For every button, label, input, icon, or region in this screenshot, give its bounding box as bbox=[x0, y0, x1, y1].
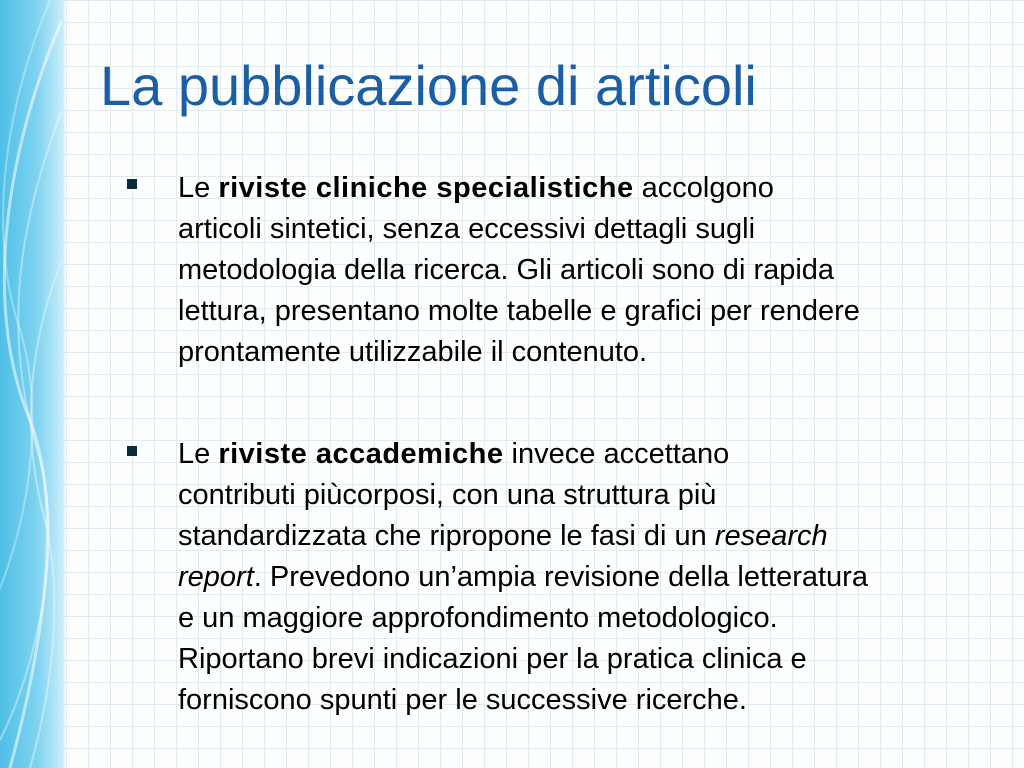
text-line: Riportano brevi indicazioni per la pratica clinica e bbox=[178, 643, 807, 675]
text-line: e un maggiore approfondimento metodologico. bbox=[178, 602, 778, 634]
text-span: invece accettano bbox=[503, 438, 730, 470]
text-span: Le bbox=[178, 438, 219, 470]
text-span: Le bbox=[178, 172, 219, 204]
text-line: contributi piùcorposi, con una struttura più bbox=[178, 479, 717, 511]
text-line: prontamente utilizzabile il contenuto. bbox=[178, 336, 648, 368]
decorative-side-band bbox=[0, 0, 62, 768]
slide-title: La pubblicazione di articoli bbox=[100, 54, 757, 117]
bullet-marker bbox=[127, 446, 137, 456]
text-line: articoli sintetici, senza eccessivi dettagli sugli bbox=[178, 213, 756, 245]
text-span: standardizzata che ripropone le fasi di un bbox=[178, 520, 715, 552]
bold-term: riviste accademiche bbox=[218, 438, 504, 470]
text-span: . Prevedono un’ampia revisione della letteratura bbox=[253, 561, 868, 593]
bullet-marker bbox=[127, 179, 137, 189]
bullet-paragraph-riviste-cliniche bbox=[178, 168, 1008, 373]
bold-term: riviste cliniche specialistiche bbox=[218, 172, 634, 204]
text-line: lettura, presentano molte tabelle e grafici per rendere bbox=[178, 295, 860, 327]
text-span: accolgono bbox=[633, 172, 774, 204]
wave-lines-graphic bbox=[0, 0, 62, 768]
side-band-edge bbox=[62, 0, 66, 768]
italic-term: report bbox=[178, 561, 254, 593]
text-line: forniscono spunti per le successive ricerche. bbox=[178, 684, 747, 716]
italic-term: research bbox=[714, 520, 828, 552]
bullet-paragraph-riviste-accademiche bbox=[178, 434, 1008, 721]
text-line: metodologia della ricerca. Gli articoli sono di rapida bbox=[178, 254, 835, 286]
